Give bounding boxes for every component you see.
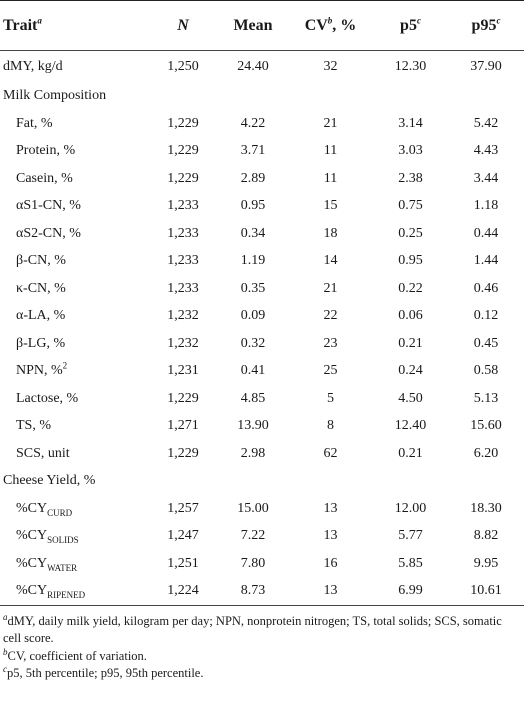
table-row	[0, 523, 524, 551]
cell-n: 1,251	[167, 555, 199, 571]
cell-cv: 22	[323, 308, 338, 324]
cell-p5: 12.00	[394, 500, 427, 516]
header-row	[0, 1, 524, 51]
trait-label	[0, 578, 148, 606]
cell-cv: 13	[323, 500, 338, 516]
cell-mean: 0.32	[240, 335, 266, 351]
table-row	[0, 358, 524, 386]
trait-label-text: %CY	[16, 583, 48, 598]
cell-p5: 5.77	[398, 528, 423, 544]
section-label: Cheese Yield, %	[3, 473, 96, 489]
table-row	[0, 248, 524, 276]
trait-label	[0, 303, 148, 331]
trait-label	[0, 193, 148, 221]
trait-subscript: SOLIDS	[47, 535, 79, 546]
cell-p5: 0.21	[398, 445, 423, 461]
cell-n: 1,233	[167, 225, 199, 241]
cell-cv: 11	[323, 170, 338, 186]
col-header-mean: Mean	[218, 1, 288, 51]
section-row	[0, 83, 524, 111]
cell-n: 1,229	[167, 390, 199, 406]
footnote-mark: c	[3, 663, 7, 674]
trait-label-text: αS1-CN, %	[16, 198, 81, 214]
cell-n: 1,224	[148, 578, 218, 606]
cell-cv: 16	[323, 555, 338, 571]
cell-p95: 0.44	[473, 225, 499, 241]
cell-mean: 7.80	[240, 555, 266, 571]
trait-label-text: %CY	[16, 500, 48, 516]
trait-label-text: αS2-CN, %	[16, 225, 81, 241]
table-row	[0, 578, 524, 606]
footnote-text: CV, coefficient of variation.	[7, 648, 147, 663]
table-row	[0, 495, 524, 523]
trait-label-text: β-LG, %	[16, 335, 66, 351]
cell-n: 1,233	[167, 280, 199, 296]
trait-label-text: β-CN, %	[16, 253, 66, 269]
cell-cv: 62	[323, 445, 338, 461]
cell-p5: 0.24	[398, 363, 423, 379]
cell-cv: 18	[323, 225, 338, 241]
trait-label-text: Lactose, %	[16, 390, 79, 406]
cell-p5: 6.99	[373, 578, 448, 606]
trait-label-text: Fat, %	[16, 115, 53, 131]
cell-cv: 32	[323, 58, 338, 74]
cell-p95: 10.61	[448, 578, 524, 606]
footnote	[3, 648, 521, 666]
table-row	[0, 385, 524, 413]
trait-label	[0, 358, 148, 386]
footnote-text: p5, 5th percentile; p95, 95th percentile.	[7, 666, 204, 680]
cell-p95: 0.45	[473, 335, 499, 351]
trait-label	[0, 413, 148, 441]
table-row	[0, 413, 524, 441]
cell-n: 1,229	[167, 115, 199, 131]
cell-n: 1,247	[167, 528, 199, 544]
table-row	[0, 193, 524, 221]
table-row	[0, 51, 524, 83]
trait-label-text: NPN, %	[16, 363, 63, 379]
trait-label	[0, 110, 148, 138]
cell-n: 1,232	[167, 308, 199, 324]
cell-n: 1,229	[167, 445, 199, 461]
cell-mean: 7.22	[240, 528, 266, 544]
cell-n: 1,250	[167, 58, 199, 74]
cell-mean: 0.34	[240, 225, 266, 241]
cell-mean: 13.90	[237, 418, 269, 434]
cell-n: 1,233	[167, 253, 199, 269]
cell-mean: 1.19	[240, 253, 266, 269]
trait-label	[0, 440, 148, 468]
cell-cv: 13	[288, 578, 373, 606]
cell-mean: 4.22	[240, 115, 266, 131]
cell-mean: 8.73	[218, 578, 288, 606]
trait-label	[0, 51, 148, 83]
cell-p5: 3.14	[398, 115, 423, 131]
col-header-trait: Trait$^a$	[0, 1, 148, 51]
trait-label	[0, 330, 148, 358]
cell-p95: 4.43	[473, 143, 499, 159]
cell-p95: 8.82	[473, 528, 499, 544]
cell-p95: 1.18	[473, 198, 499, 214]
cell-p5: 0.06	[398, 308, 423, 324]
cell-p5: 2.38	[398, 170, 423, 186]
cell-cv: 23	[323, 335, 338, 351]
cell-p5: 4.50	[398, 390, 423, 406]
table-footnotes	[0, 606, 524, 683]
cell-p5: 0.25	[398, 225, 423, 241]
cell-mean: 0.41	[240, 363, 266, 379]
table-row	[0, 165, 524, 193]
cell-cv: 5	[327, 390, 334, 406]
cell-n: 1,232	[167, 335, 199, 351]
footnote-mark: b	[3, 646, 8, 657]
cell-p5: 3.03	[398, 143, 423, 159]
cell-n: 1,271	[167, 418, 199, 434]
footnote	[3, 665, 521, 683]
cell-p95: 9.95	[473, 555, 499, 571]
table-row	[0, 138, 524, 166]
cell-cv: 25	[323, 363, 338, 379]
cell-cv: 21	[323, 280, 338, 296]
trait-subscript: CURD	[47, 507, 73, 518]
table-row	[0, 303, 524, 331]
table-row	[0, 440, 524, 468]
trait-label-text: SCS, unit	[16, 445, 70, 461]
cell-p95: 0.46	[473, 280, 499, 296]
cell-cv: 8	[327, 418, 334, 434]
cell-p95: 37.90	[470, 58, 502, 74]
trait-label	[0, 495, 148, 523]
cell-p95: 0.58	[473, 363, 499, 379]
table-row	[0, 220, 524, 248]
cell-n: 1,233	[167, 198, 199, 214]
table-row	[0, 275, 524, 303]
table-row	[0, 330, 524, 358]
cell-p5: 0.75	[398, 198, 423, 214]
footnote-mark: a	[3, 611, 8, 622]
cell-n: 1,231	[167, 363, 199, 379]
trait-label-text: %CY	[16, 555, 48, 571]
cell-cv: 11	[323, 143, 338, 159]
cell-p95: 0.12	[473, 308, 499, 324]
table-row	[0, 550, 524, 578]
trait-label-text: α-LA, %	[16, 308, 66, 324]
footnote-text: dMY, daily milk yield, kilogram per day; NPN, nonprotein nitrogen; TS, total solids; SCS, somatic cell score.	[3, 613, 502, 645]
cell-p95: 15.60	[470, 418, 502, 434]
table-body	[0, 51, 524, 606]
cell-p5: 12.30	[394, 58, 427, 74]
cell-p95: 1.44	[473, 253, 499, 269]
col-header-p5: p5$^c$	[373, 1, 448, 51]
section-label: Milk Composition	[3, 88, 107, 104]
cell-p5: 0.22	[398, 280, 423, 296]
cell-p95: 3.44	[473, 170, 499, 186]
trait-superscript: 2	[62, 360, 68, 371]
trait-label	[0, 165, 148, 193]
trait-label	[0, 138, 148, 166]
trait-subscript: WATER	[47, 562, 78, 573]
cell-cv: 13	[323, 528, 338, 544]
cell-cv: 15	[323, 198, 338, 214]
cell-mean: 0.95	[240, 198, 266, 214]
cell-n: 1,229	[167, 170, 199, 186]
trait-label-text: Protein, %	[16, 143, 76, 159]
cell-mean: 0.09	[240, 308, 266, 324]
table-row	[0, 110, 524, 138]
col-header-n: N	[148, 1, 218, 51]
cell-mean: 2.89	[240, 170, 266, 186]
trait-label	[0, 550, 148, 578]
cell-p95: 5.42	[473, 115, 499, 131]
cell-p95: 18.30	[470, 500, 502, 516]
trait-label-text: TS, %	[16, 418, 51, 434]
trait-label	[0, 523, 148, 551]
trait-label	[0, 220, 148, 248]
cell-mean: 15.00	[237, 500, 269, 516]
cell-mean: 4.85	[240, 390, 266, 406]
cell-mean: 3.71	[240, 143, 266, 159]
cell-mean: 24.40	[237, 58, 269, 74]
trait-label	[0, 385, 148, 413]
cell-p5: 5.85	[398, 555, 423, 571]
cell-cv: 14	[323, 253, 338, 269]
trait-label-text: κ-CN, %	[16, 280, 66, 296]
trait-label	[0, 248, 148, 276]
cell-p5: 0.95	[398, 253, 423, 269]
cell-mean: 2.98	[240, 445, 266, 461]
cell-p5: 12.40	[394, 418, 427, 434]
cell-n: 1,229	[167, 143, 199, 159]
cell-n: 1,257	[167, 500, 199, 516]
trait-label-text: Casein, %	[16, 170, 73, 186]
cell-p95: 5.13	[473, 390, 499, 406]
footnote	[3, 613, 521, 648]
section-row	[0, 468, 524, 496]
cell-p5: 0.21	[398, 335, 423, 351]
cell-cv: 21	[323, 115, 338, 131]
trait-subscript: RIPENED	[47, 589, 86, 600]
col-header-p95: p95$^c$	[448, 1, 524, 51]
trait-label-text: dMY, kg/d	[3, 58, 63, 74]
cell-mean: 0.35	[240, 280, 266, 296]
cell-p95: 6.20	[473, 445, 499, 461]
trait-label-text: %CY	[16, 528, 48, 544]
trait-label	[0, 275, 148, 303]
col-header-cv: $CV^b$, %	[288, 1, 373, 51]
